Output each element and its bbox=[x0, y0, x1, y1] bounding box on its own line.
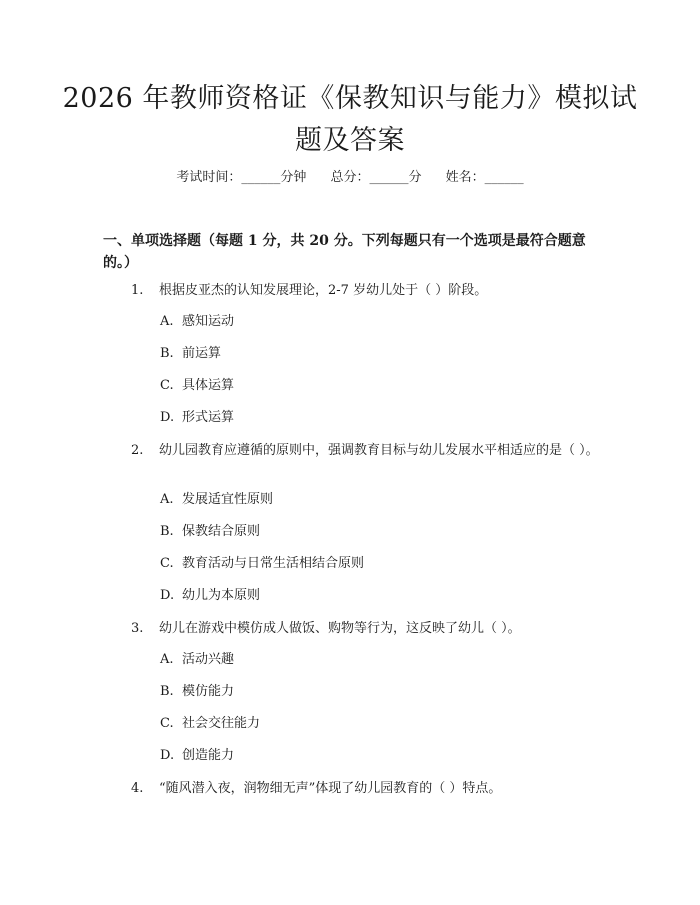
question-1-option-a bbox=[160, 312, 234, 332]
exam-time-unit: 分钟 bbox=[280, 170, 307, 185]
option-letter: A. bbox=[160, 652, 174, 667]
question-text: “随风潜入夜，润物细无声”体现了幼儿园教育的（ ）特点。 bbox=[159, 781, 502, 796]
student-name-blank: ______ bbox=[484, 170, 524, 185]
exam-time-blank: ______ bbox=[241, 170, 281, 185]
question-2-option-b bbox=[160, 522, 260, 542]
option-text: 形式运算 bbox=[182, 410, 235, 425]
option-text: 前运算 bbox=[182, 346, 222, 361]
student-name-label: 姓名： bbox=[445, 170, 485, 185]
question-1-option-d bbox=[160, 408, 234, 428]
question-number: 3. bbox=[131, 621, 144, 636]
option-letter: D. bbox=[160, 588, 175, 603]
option-text: 活动兴趣 bbox=[182, 652, 235, 667]
question-2 bbox=[103, 440, 600, 462]
option-text: 幼儿为本原则 bbox=[182, 588, 261, 603]
question-1 bbox=[103, 280, 600, 302]
question-3 bbox=[103, 618, 600, 640]
question-3-option-a bbox=[160, 650, 234, 670]
option-text: 保教结合原则 bbox=[182, 524, 261, 539]
option-letter: B. bbox=[160, 524, 174, 539]
question-1-option-c bbox=[160, 376, 234, 396]
option-letter: B. bbox=[160, 346, 174, 361]
option-letter: B. bbox=[160, 684, 174, 699]
option-text: 社会交往能力 bbox=[182, 716, 261, 731]
option-letter: C. bbox=[160, 556, 174, 571]
total-score-field bbox=[330, 170, 421, 185]
question-2-option-c bbox=[160, 554, 364, 574]
option-letter: A. bbox=[160, 314, 174, 329]
question-3-option-b bbox=[160, 682, 234, 702]
question-text: 幼儿园教育应遵循的原则中，强调教育目标与幼儿发展水平相适应的是（ ）。 bbox=[159, 443, 599, 458]
option-letter: A. bbox=[160, 492, 174, 507]
option-letter: D. bbox=[160, 748, 175, 763]
option-text: 模仿能力 bbox=[182, 684, 235, 699]
question-2-option-a bbox=[160, 490, 273, 510]
option-text: 创造能力 bbox=[182, 748, 235, 763]
total-score-unit: 分 bbox=[408, 170, 422, 185]
question-text: 根据皮亚杰的认知发展理论，2-7 岁幼儿处于（ ）阶段。 bbox=[159, 283, 488, 298]
question-3-option-c bbox=[160, 714, 260, 734]
student-name-field bbox=[446, 170, 524, 185]
total-score-blank: ______ bbox=[369, 170, 409, 185]
question-text: 幼儿在游戏中模仿成人做饭、购物等行为，这反映了幼儿（ ）。 bbox=[159, 621, 521, 636]
option-text: 具体运算 bbox=[182, 378, 235, 393]
question-1-option-b bbox=[160, 344, 221, 364]
document-title: 2026 年教师资格证《保教知识与能力》模拟试题及答案 bbox=[62, 83, 638, 156]
option-letter: D. bbox=[160, 410, 175, 425]
exam-info-line bbox=[0, 168, 700, 188]
exam-time-label: 考试时间： bbox=[176, 170, 242, 185]
option-text: 教育活动与日常生活相结合原则 bbox=[182, 556, 365, 571]
option-letter: C. bbox=[160, 716, 174, 731]
question-4 bbox=[103, 778, 600, 800]
question-2-option-d bbox=[160, 586, 260, 606]
exam-time-field bbox=[176, 170, 306, 185]
question-number: 2. bbox=[131, 443, 144, 458]
option-letter: C. bbox=[160, 378, 174, 393]
question-3-option-d bbox=[160, 746, 234, 766]
section-header: 一、单项选择题（每题 1 分，共 20 分。下列每题只有一个选项是最符合题意的。） bbox=[103, 233, 586, 271]
option-text: 发展适宜性原则 bbox=[182, 492, 274, 507]
total-score-label: 总分： bbox=[330, 170, 370, 185]
question-number: 1. bbox=[131, 283, 144, 298]
option-text: 感知运动 bbox=[182, 314, 235, 329]
question-number: 4. bbox=[131, 781, 144, 796]
